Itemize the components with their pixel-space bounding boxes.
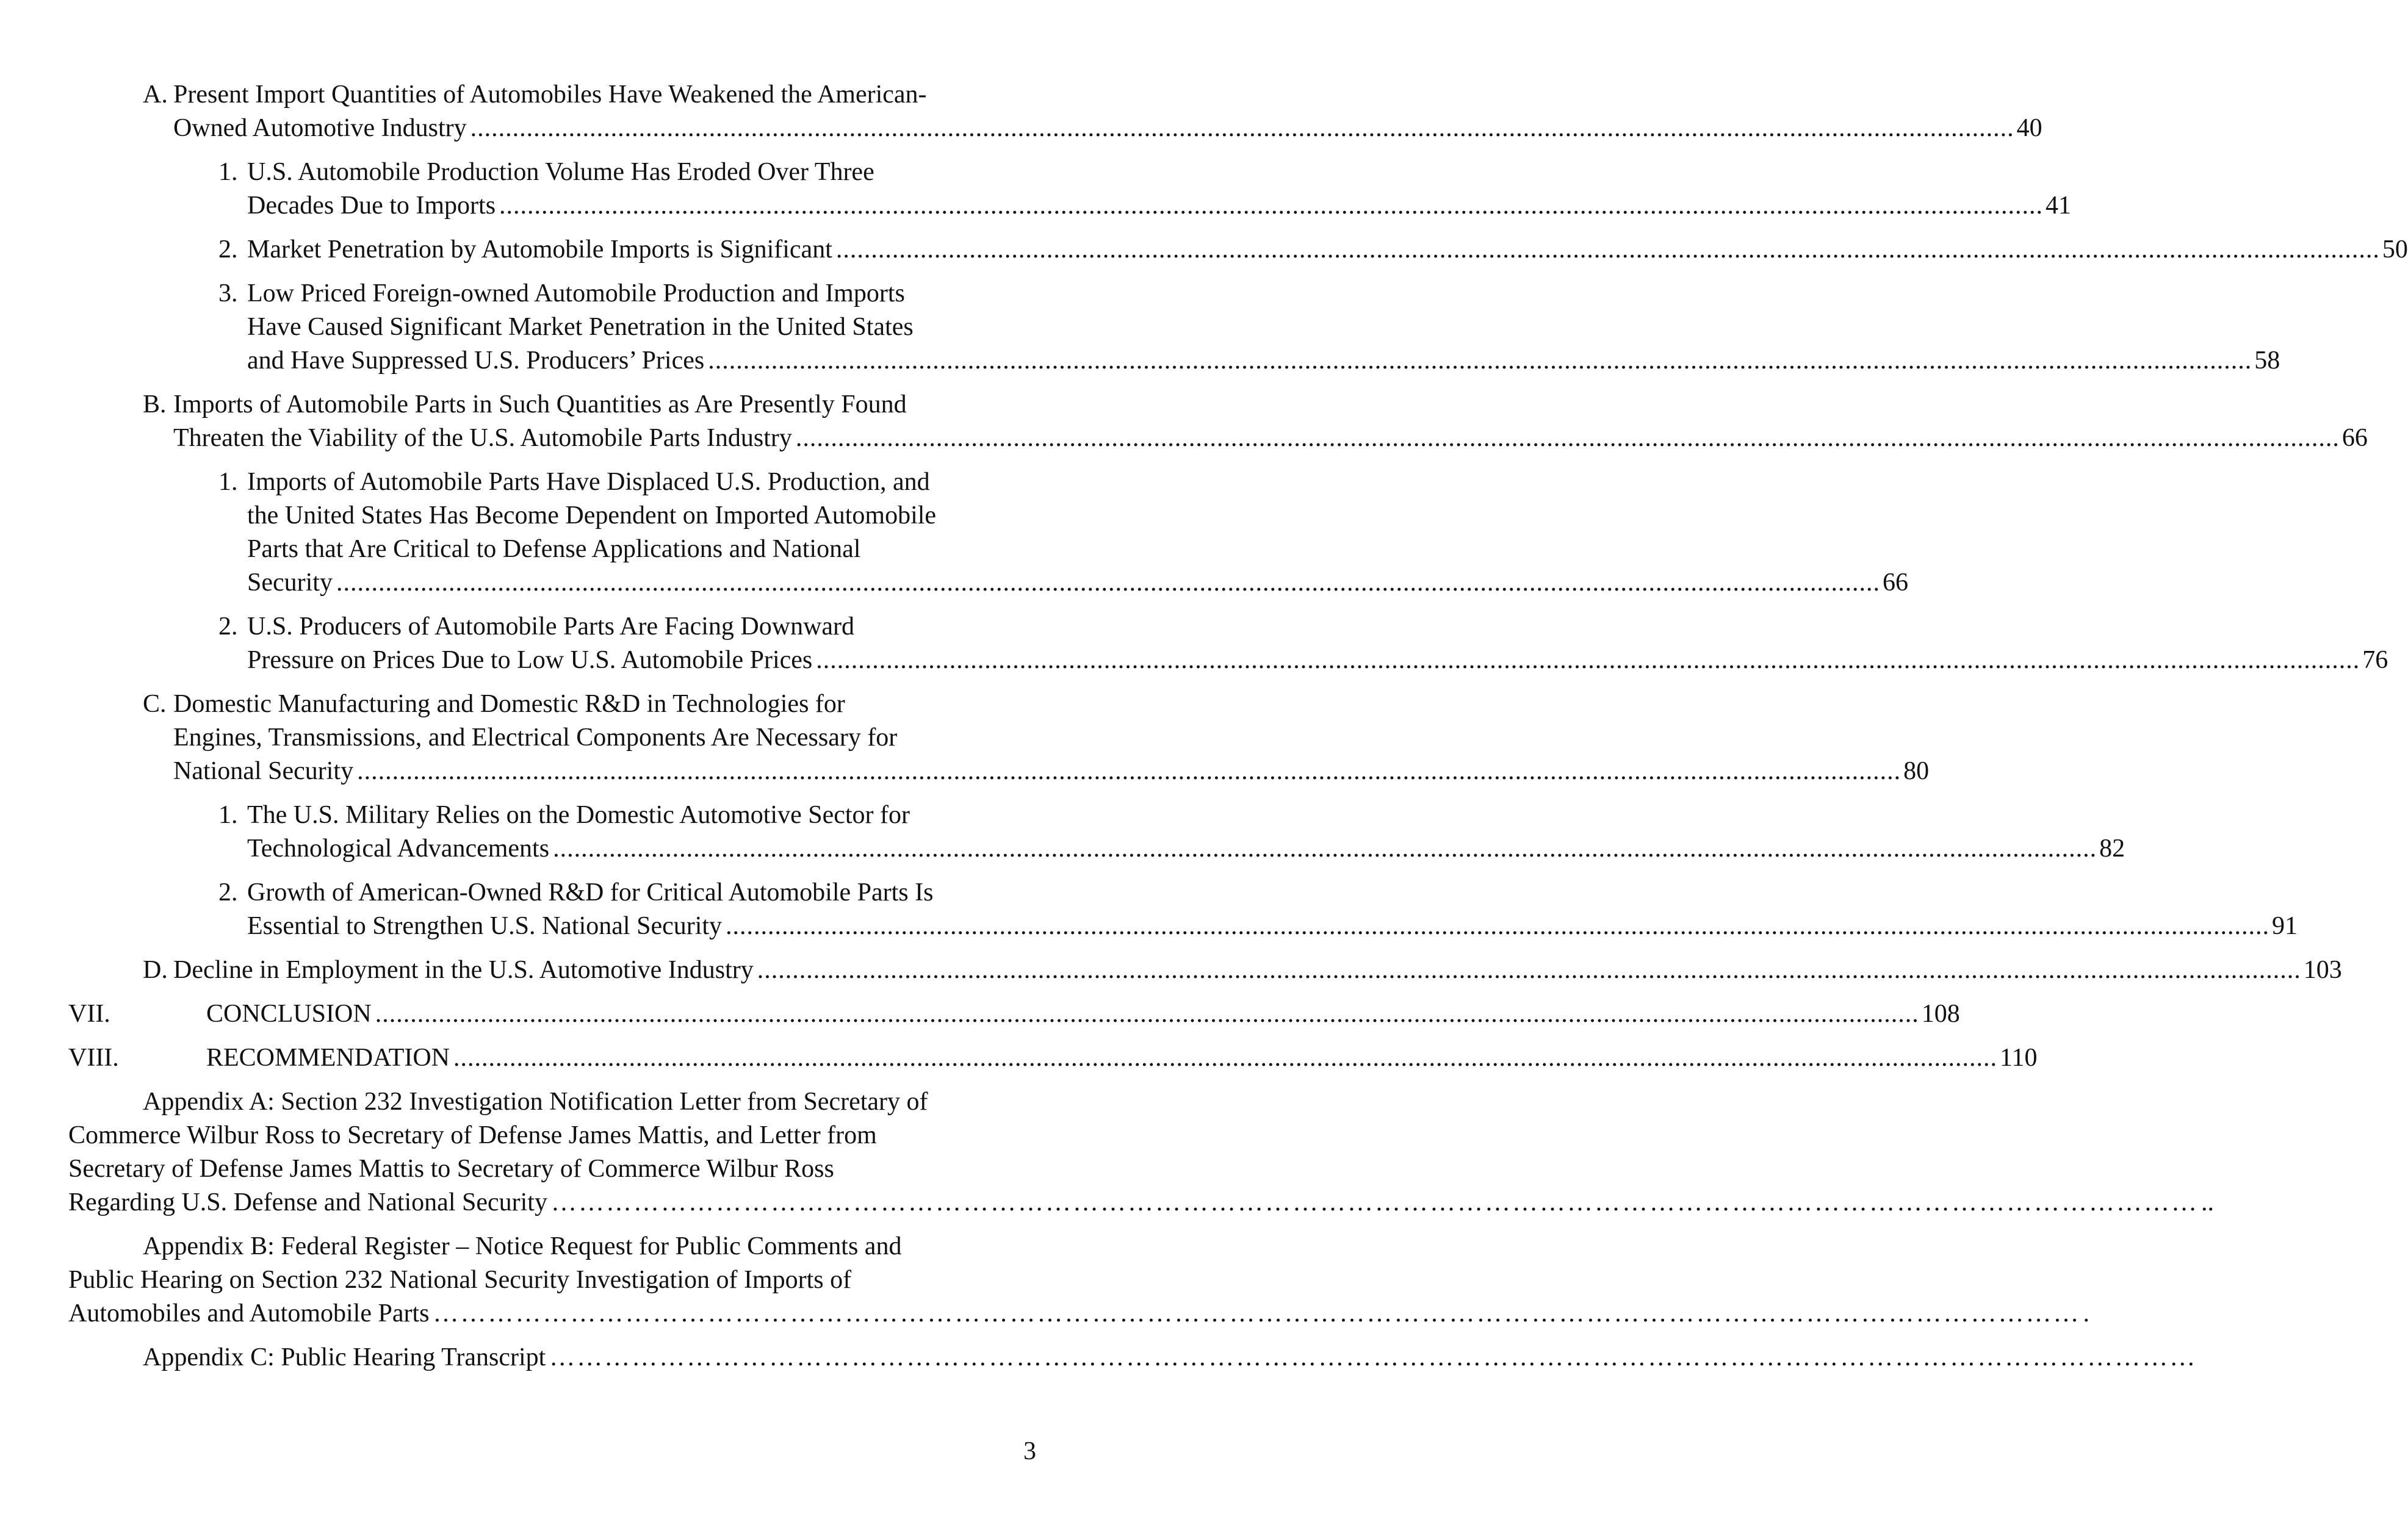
toc-entry-title-line: Imports of Automobile Parts Have Displaced U.S. Production, and bbox=[247, 468, 930, 496]
toc-entry[interactable] bbox=[0, 954, 2342, 987]
toc-entry-label: 2. bbox=[218, 235, 238, 264]
toc-entry-page-number: . bbox=[2083, 1299, 2089, 1327]
toc-entry[interactable] bbox=[0, 610, 2388, 677]
toc-entry-label: VIII. bbox=[68, 1044, 119, 1072]
toc-entry-page-number: 41 bbox=[2046, 192, 2072, 220]
dot-leader: ............................................................................................................................................................................................................................ bbox=[816, 646, 2360, 674]
dot-leader: ……………………………………………………………………………………………………………………………………………………………… bbox=[549, 1343, 2197, 1371]
toc-entry-title-line: Imports of Automobile Parts in Such Quantities as Are Presently Found bbox=[173, 390, 907, 419]
toc-entry-title-line: U.S. Automobile Production Volume Has Eroded Over Three bbox=[247, 158, 874, 186]
dot-leader: ............................................................................................................................................................................................................................ bbox=[499, 192, 2044, 220]
toc-entry-title-line: Technological Advancements bbox=[247, 835, 550, 863]
toc-entry[interactable] bbox=[0, 799, 2125, 866]
toc-entry-title-line: Appendix A: Section 232 Investigation Notification Letter from Secretary of bbox=[143, 1088, 928, 1116]
toc-entry[interactable] bbox=[0, 277, 2280, 378]
appendix-entry[interactable] bbox=[0, 1341, 2197, 1374]
toc-entry-title-line: Decline in Employment in the U.S. Automotive Industry bbox=[173, 956, 754, 984]
toc-entry-title-line: Automobiles and Automobile Parts bbox=[68, 1299, 430, 1327]
toc-entry[interactable] bbox=[0, 465, 1908, 600]
toc-entry-title-line: The U.S. Military Relies on the Domestic Automotive Sector for bbox=[247, 801, 910, 829]
toc-entry-page-number: 50 bbox=[2382, 235, 2408, 264]
toc-entry-label: VII. bbox=[68, 1000, 110, 1028]
toc-entry-title-line: Owned Automotive Industry bbox=[173, 114, 467, 142]
toc-entry-label: 2. bbox=[218, 878, 238, 907]
toc-entry-title-line: RECOMMENDATION bbox=[206, 1044, 450, 1072]
toc-entry-title-line: Public Hearing on Section 232 National Security Investigation of Imports of bbox=[68, 1266, 852, 1294]
toc-entry-title-line: Commerce Wilbur Ross to Secretary of Defense James Mattis, and Letter from bbox=[68, 1121, 877, 1149]
toc-entry-title-line: National Security bbox=[173, 757, 354, 785]
toc-entry-page-number: 80 bbox=[1903, 757, 1930, 785]
toc-entry[interactable] bbox=[0, 156, 2072, 223]
toc-entry-title-line: Appendix C: Public Hearing Transcript bbox=[143, 1343, 546, 1371]
toc-entry-page-number: 82 bbox=[2099, 835, 2125, 863]
dot-leader: ……………………………………………………………………………………………………………………………………………………………… bbox=[433, 1299, 2081, 1327]
toc-entry-label: D. bbox=[143, 956, 168, 984]
toc-entry-label: 2. bbox=[218, 613, 238, 641]
dot-leader: ............................................................................................................................................................................................................................ bbox=[453, 1044, 1997, 1072]
dot-leader: ............................................................................................................................................................................................................................ bbox=[835, 235, 2380, 264]
dot-leader: ............................................................................................................................................................................................................................ bbox=[357, 757, 1902, 785]
toc-entry-page-number: 66 bbox=[2341, 424, 2368, 452]
dot-leader: ............................................................................................................................................................................................................................ bbox=[757, 956, 2301, 984]
toc-entry-page-number: 91 bbox=[2272, 912, 2298, 940]
toc-entry-title-line: Pressure on Prices Due to Low U.S. Automobile Prices bbox=[247, 646, 813, 674]
toc-entry-label: 1. bbox=[218, 801, 238, 829]
appendix-entry[interactable] bbox=[0, 1085, 2214, 1220]
toc-entry-page-number: 58 bbox=[2254, 347, 2280, 375]
toc-entry[interactable] bbox=[0, 876, 2298, 943]
toc-entry-title-line: Low Priced Foreign-owned Automobile Production and Imports bbox=[247, 279, 905, 307]
toc-entry-label: A. bbox=[143, 81, 168, 109]
toc-entry-title-line: and Have Suppressed U.S. Producers’ Prices bbox=[247, 347, 705, 375]
toc-entry-label: 3. bbox=[218, 279, 238, 307]
toc-entry-page-number: .. bbox=[2201, 1188, 2214, 1216]
toc-entry-title-line: Present Import Quantities of Automobiles Have Weakened the American- bbox=[173, 81, 927, 109]
toc-entry[interactable] bbox=[0, 78, 2042, 145]
toc-entry-page-number: 40 bbox=[2016, 114, 2042, 142]
toc-entry-page-number: 76 bbox=[2362, 646, 2388, 674]
toc-entry[interactable] bbox=[0, 997, 1960, 1031]
toc-entry-page-number: 103 bbox=[2303, 956, 2342, 984]
toc-entry-title-line: Growth of American-Owned R&D for Critical Automobile Parts Is bbox=[247, 878, 934, 907]
toc-entry[interactable] bbox=[0, 233, 2408, 267]
toc-entry[interactable] bbox=[0, 388, 2368, 455]
toc-entry-label: 1. bbox=[218, 468, 238, 496]
dot-leader: ............................................................................................................................................................................................................................ bbox=[795, 424, 2340, 452]
toc-entry-page-number: 108 bbox=[1921, 1000, 1960, 1028]
toc-entry-title-line: Regarding U.S. Defense and National Security bbox=[68, 1188, 547, 1216]
toc-entry-title-line: the United States Has Become Dependent on Imported Automobile bbox=[247, 501, 937, 530]
toc-entry-title-line: Appendix B: Federal Register – Notice Request for Public Comments and bbox=[143, 1232, 902, 1260]
dot-leader: ............................................................................................................................................................................................................................ bbox=[708, 347, 2252, 375]
dot-leader: ............................................................................................................................................................................................................................ bbox=[553, 835, 2097, 863]
toc-entry-label: 1. bbox=[218, 158, 238, 186]
toc-entry-title-line: Parts that Are Critical to Defense Applications and National bbox=[247, 535, 861, 563]
dot-leader: ............................................................................................................................................................................................................................ bbox=[336, 569, 1880, 597]
toc-entry-title-line: CONCLUSION bbox=[206, 1000, 372, 1028]
toc-entry-title-line: Domestic Manufacturing and Domestic R&D in Technologies for bbox=[173, 690, 845, 718]
dot-leader: ............................................................................................................................................................................................................................ bbox=[470, 114, 2014, 142]
toc-entry-label: B. bbox=[143, 390, 167, 419]
toc-entry-title-line: Have Caused Significant Market Penetration in the United States bbox=[247, 313, 914, 341]
toc-entry-title-line: Essential to Strengthen U.S. National Security bbox=[247, 912, 723, 940]
toc-entry-title-line: Decades Due to Imports bbox=[247, 192, 496, 220]
dot-leader: ............................................................................................................................................................................................................................ bbox=[375, 1000, 1919, 1028]
toc-entry-page-number: 66 bbox=[1882, 569, 1908, 597]
toc-entry-label: C. bbox=[143, 690, 167, 718]
page-number: 3 bbox=[1023, 1437, 1036, 1465]
toc-entry[interactable] bbox=[0, 1041, 2038, 1075]
toc-entry-page-number: 110 bbox=[2000, 1044, 2038, 1072]
toc-entry-title-line: Threaten the Viability of the U.S. Automobile Parts Industry bbox=[173, 424, 792, 452]
toc-entry-title-line: Secretary of Defense James Mattis to Secretary of Commerce Wilbur Ross bbox=[68, 1155, 834, 1183]
appendix-entry[interactable] bbox=[0, 1230, 2089, 1331]
toc-entry[interactable] bbox=[0, 688, 1930, 788]
toc-entry-title-line: Engines, Transmissions, and Electrical Components Are Necessary for bbox=[173, 724, 898, 752]
dot-leader: ……………………………………………………………………………………………………………………………………………………………… bbox=[550, 1188, 2199, 1216]
toc-entry-title-line: U.S. Producers of Automobile Parts Are Facing Downward bbox=[247, 613, 855, 641]
dot-leader: ............................................................................................................................................................................................................................ bbox=[726, 912, 2270, 940]
toc-entry-title-line: Market Penetration by Automobile Imports is Significant bbox=[247, 235, 832, 264]
toc-entry-title-line: Security bbox=[247, 569, 333, 597]
table-of-contents bbox=[0, 78, 2408, 1385]
